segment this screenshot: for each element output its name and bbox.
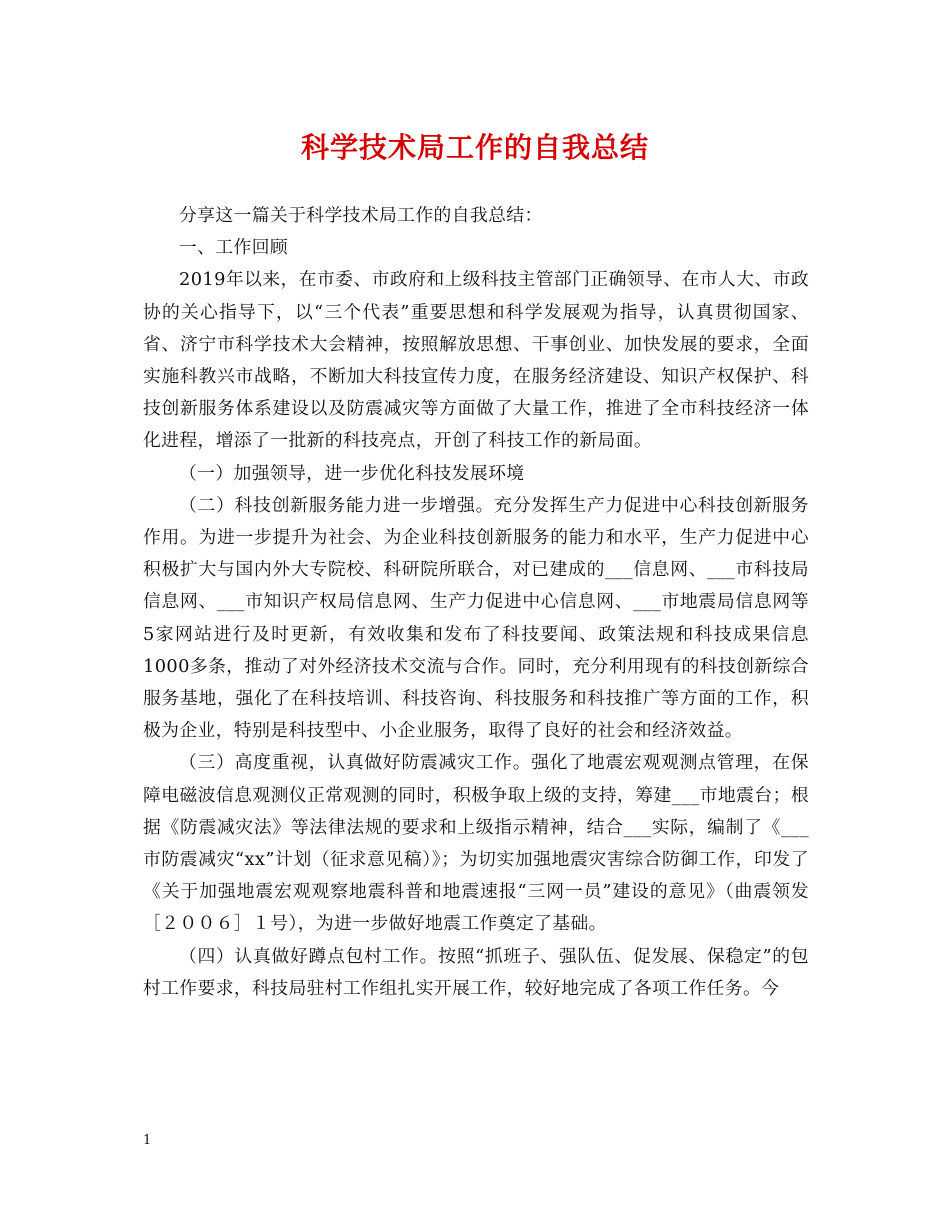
document-body: [143, 200, 809, 1005]
paragraph-earthquake-prevention: （三）高度重视，认真做好防震减灾工作。强化了地震宏观观测点管理，在保障电磁波信息观测仪正常观测的同时，积极争取上级的支持，筹建___市地震台；根据《防震减灾法》等法律法规的要求和上级指示精神，结合___实际，编制了《___市防震减灾“xx”计划（征求意见稿）》；为切实加强地震灾害综合防御工作，印发了《关于加强地震宏观观察地震科普和地震速报“三网一员”建设的意见》（曲震领发［２００６］１号），为进一步做好地震工作奠定了基础。: [143, 752, 809, 935]
document-title: 科学技术局工作的自我总结: [300, 131, 649, 164]
page-number: 1: [143, 1133, 152, 1148]
subheading-leadership: （一）加强领导，进一步优化科技发展环境: [179, 462, 525, 484]
paragraph-village-work: （四）认真做好蹲点包村工作。按照“抓班子、强队伍、促发展、保稳定”的包村工作要求，科技局驻村工作组扎实开展工作，较好地完成了各项工作任务。今: [143, 945, 809, 999]
section-heading-review: 一、工作回顾: [179, 237, 289, 259]
paragraph-overview: 2019年以来，在市委、市政府和上级科技主管部门正确领导、在市人大、市政协的关心指导下，以“三个代表”重要思想和科学发展观为指导，认真贯彻国家、省、济宁市科学技术大会精神，按照解放思想、干事创业、加快发展的要求，全面实施科教兴市战略，不断加大科技宣传力度，在服务经济建设、知识产权保护、科技创新服务体系建设以及防震减灾等方面做了大量工作，推进了全市科技经济一体化进程，增添了一批新的科技亮点，开创了科技工作的新局面。: [143, 269, 809, 452]
paragraph-innovation-service: （二）科技创新服务能力进一步增强。充分发挥生产力促进中心科技创新服务作用。为进一步提升为社会、为企业科技创新服务的能力和水平，生产力促进中心积极扩大与国内外大专院校、科研院所联合，对已建成的___信息网、___市科技局信息网、___市知识产权局信息网、生产力促进中心信息网、___市地震局信息网等5家网站进行及时更新，有效收集和发布了科技要闻、政策法规和科技成果信息1000多条，推动了对外经济技术交流与合作。同时，充分利用现有的科技创新综合服务基地，强化了在科技培训、科技咨询、科技服务和科技推广等方面的工作，积极为企业，特别是科技型中、小企业服务，取得了良好的社会和经济效益。: [143, 494, 809, 742]
paragraph-intro: 分享这一篇关于科学技术局工作的自我总结：: [179, 205, 543, 226]
